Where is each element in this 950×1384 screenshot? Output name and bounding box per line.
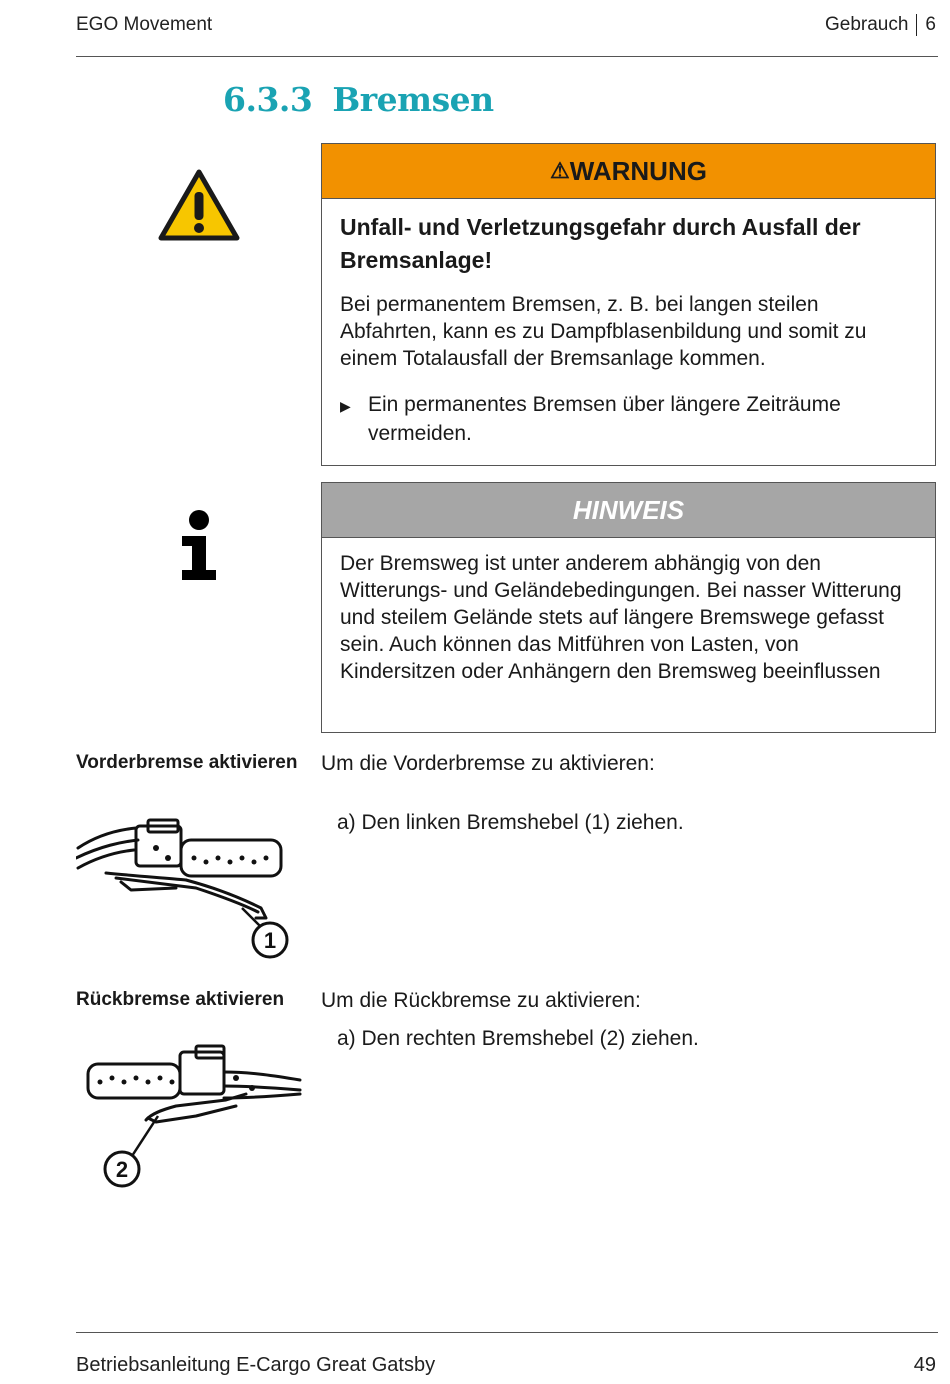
warning-title: Unfall- und Verletzungsgefahr durch Ausfall der Bremsanlage!	[340, 214, 861, 273]
callout-2: 2	[115, 1157, 129, 1182]
section-heading	[223, 80, 494, 119]
info-icon	[178, 508, 220, 582]
warning-body	[322, 199, 935, 462]
notice-body	[322, 538, 935, 699]
notice-text: Der Bremsweg ist unter anderem abhängig von den Witterungs- und Geländebedingungen. Bei nasser Witterung und steilem Gelände stets auf längere Bremswege gefasst sein. Auch können das Mitführen von Lasten, von Kindersitzen oder Anhängern den Bremsweg beeinflussen	[340, 552, 902, 683]
warning-action	[340, 390, 917, 448]
header-brand: EGO Movement	[76, 14, 213, 35]
header-separator	[916, 14, 917, 36]
callout-1: 1	[263, 928, 277, 953]
footer-page-number: 49	[913, 1354, 936, 1376]
footer-rule	[76, 1332, 938, 1333]
section-title: Bremsen	[332, 80, 494, 119]
bullet-triangle-icon: ▶	[340, 398, 351, 414]
header-chapter-number: 6	[925, 14, 936, 35]
front-brake-label: Vorderbremse aktivieren	[76, 752, 298, 773]
rear-brake-intro: Um die Rückbremse zu aktivieren:	[321, 989, 641, 1012]
left-brake-lever-illustration	[76, 818, 296, 963]
header-chapter	[825, 14, 936, 36]
warning-label: WARNUNG	[569, 155, 707, 186]
header-chapter-title: Gebrauch	[824, 14, 909, 35]
warning-box	[321, 143, 936, 466]
warning-text: Bei permanentem Bremsen, z. B. bei langen steilen Abfahrten, kann es zu Dampfblasenbildung und somit zu einem Totalausfall der Bremsanlage kommen.	[340, 293, 867, 370]
notice-label: HINWEIS	[572, 494, 685, 525]
front-brake-step: a) Den linken Bremshebel (1) ziehen.	[337, 811, 684, 834]
warning-symbol-icon: ⚠	[550, 158, 570, 183]
right-brake-lever-illustration	[76, 1042, 302, 1192]
warning-action-text: Ein permanentes Bremsen über längere Zeiträume vermeiden.	[368, 393, 841, 445]
notice-box	[321, 482, 936, 733]
front-brake-intro: Um die Vorderbremse zu aktivieren:	[321, 752, 655, 775]
rear-brake-step: a) Den rechten Bremshebel (2) ziehen.	[337, 1027, 699, 1050]
footer-manual-title: Betriebsanleitung E-Cargo Great Gatsby	[76, 1354, 436, 1376]
warning-triangle-icon	[157, 168, 241, 242]
section-number: 6.3.3	[223, 80, 313, 119]
warning-header	[322, 144, 935, 199]
rear-brake-label: Rückbremse aktivieren	[76, 989, 285, 1010]
header-rule	[76, 56, 938, 57]
notice-header	[322, 483, 935, 538]
